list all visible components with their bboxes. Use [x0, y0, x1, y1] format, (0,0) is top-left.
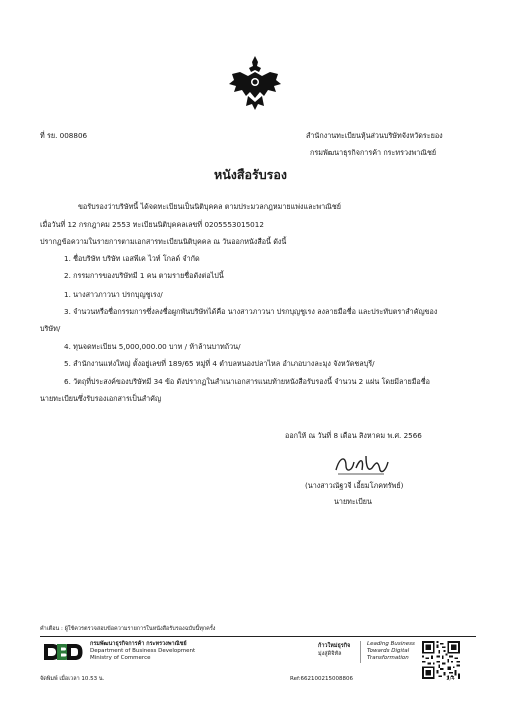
- slogan-thai-2: มุ่งสู่ดิจิทัล: [318, 651, 342, 657]
- registration-line: เมื่อวันที่ 12 กรกฎาคม 2553 ทะเบียนนิติบุคคลเลขที่ 0205553015012: [40, 220, 264, 229]
- registrar-name: (นางสาวณัฐวจี เอี้ยมโภคทรัพย์): [305, 481, 404, 490]
- slogan-english-3: Transformation: [367, 655, 409, 661]
- ministry-name-english: Ministry of Commerce: [90, 655, 151, 661]
- qr-code-icon[interactable]: [422, 641, 460, 679]
- office-name: สำนักงานทะเบียนหุ้นส่วนบริษัทจังหวัดระยอง: [306, 131, 443, 140]
- print-time: จัดพิมพ์ เมื่อเวลา 10.53 น.: [40, 676, 105, 682]
- slogan-english-1: Leading Business: [367, 641, 415, 647]
- garuda-emblem-icon: [226, 52, 284, 114]
- slogan-divider: [360, 641, 361, 663]
- page-number: 1/4: [446, 676, 455, 682]
- dbd-logo-icon: [43, 641, 83, 663]
- item-authorized-signatory: 3. จำนวนหรือชื่อกรรมการซึ่งลงชื่อผูกพันบริษัทได้คือ นางสาวภาวนา ปรกบุญชูเรง ลงลายมือชื่อ และประทับตราสำคัญของ: [64, 307, 438, 316]
- document-title: หนังสือรับรอง: [214, 167, 287, 182]
- reference-code: Ref:662100215008806: [290, 676, 354, 682]
- slogan-thai-1: ก้าวใหม่ธุรกิจ: [318, 643, 351, 649]
- slogan-english-2: Towards Digital: [367, 648, 410, 654]
- footer-warning: คำเตือน : ผู้ใช้ควรตรวจสอบข้อความรายการในหนังสือรับรองฉบับนี้ทุกครั้ง: [40, 626, 216, 632]
- reference-number: ที่ รย. 008806: [40, 131, 88, 140]
- dept-name-thai: กรมพัฒนาธุรกิจการค้า กระทรวงพาณิชย์: [90, 641, 187, 647]
- registrar-title: นายทะเบียน: [334, 497, 372, 506]
- intro-line: ขอรับรองว่าบริษัทนี้ ได้จดทะเบียนเป็นนิติบุคคล ตามประมวลกฎหมายแพ่งและพาณิชย์: [78, 202, 341, 211]
- registrar-signature: [332, 448, 392, 478]
- department-name: กรมพัฒนาธุรกิจการค้า กระทรวงพาณิชย์: [310, 148, 437, 157]
- item-objectives-cont: นายทะเบียนซึ่งรับรองเอกสารเป็นสำคัญ: [40, 394, 162, 403]
- issue-date: ออกให้ ณ วันที่ 8 เดือน สิงหาคม พ.ศ. 2566: [285, 431, 422, 440]
- footer-divider: [40, 636, 476, 637]
- dept-name-english: Department of Business Development: [90, 648, 196, 654]
- item-objectives: 6. วัตถุที่ประสงค์ของบริษัทมี 34 ข้อ ดังปรากฏในสำเนาเอกสารแนบท้ายหนังสือรับรองนี้ จำนวน 2 แผ่น โดยมีลายมือชื่อ: [64, 377, 430, 386]
- item-head-office: 5. สำนักงานแห่งใหญ่ ตั้งอยู่เลขที่ 189/65 หมู่ที่ 4 ตำบลหนองปลาไหล อำเภอบางละมุง จังหวัดชลบุรี/: [64, 359, 375, 368]
- item-authorized-signatory-cont: บริษัท/: [40, 324, 61, 333]
- item-capital: 4. ทุนจดทะเบียน 5,000,000.00 บาท / ห้าล้านบาทถ้วน/: [64, 342, 241, 351]
- item-directors: 2. กรรมการของบริษัทมี 1 คน ตามรายชื่อดังต่อไปนี้: [64, 271, 224, 280]
- item-company-name: 1. ชื่อบริษัท บริษัท เอสพีเค ไวท์ โกลด์ จำกัด: [64, 254, 200, 263]
- appears-line: ปรากฏข้อความในรายการตามเอกสารทะเบียนนิติบุคคล ณ วันออกหนังสือนี้ ดังนี้: [40, 237, 287, 246]
- item-director-name: 1. นางสาวภาวนา ปรกบุญชูเรง/: [64, 290, 163, 299]
